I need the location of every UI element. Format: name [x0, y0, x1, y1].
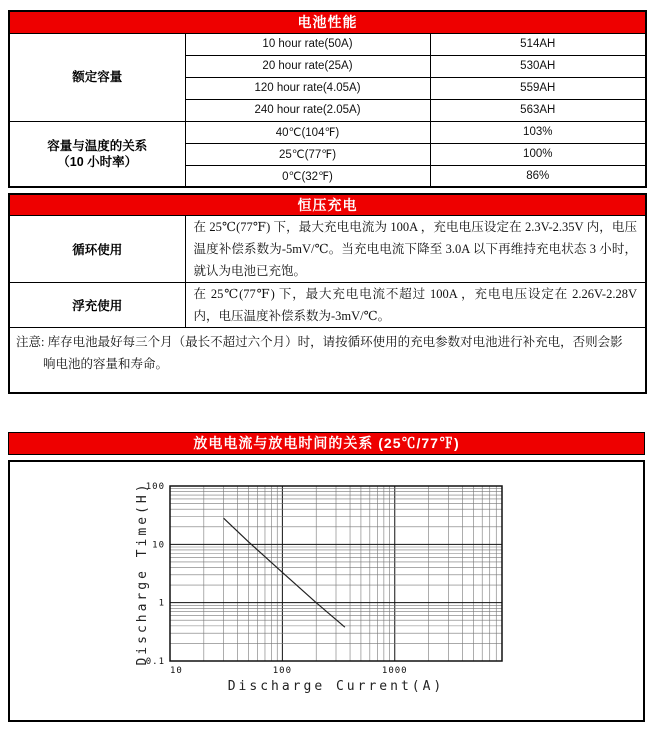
- rate-cell: 240 hour rate(2.05A): [185, 99, 430, 121]
- value-cell: 86%: [430, 165, 646, 187]
- value-cell: 100%: [430, 143, 646, 165]
- value-cell: 514AH: [430, 33, 646, 55]
- x-tick-label: 1000: [381, 666, 408, 676]
- rate-cell: 10 hour rate(50A): [185, 33, 430, 55]
- capacity-vs-temperature-label: [9, 121, 185, 187]
- label-text: 容量与温度的关系: [47, 138, 148, 153]
- y-tick-label: 1: [158, 598, 165, 609]
- charging-table: [8, 193, 647, 394]
- chart-section-title: 放电电流与放电时间的关系 (25℃/77℉): [8, 432, 645, 455]
- performance-table: [8, 10, 647, 188]
- table-row: [9, 33, 646, 55]
- value-cell: 559AH: [430, 77, 646, 99]
- performance-header-row: [9, 11, 646, 33]
- float-use-description: 在 25℃(77℉) 下，最大充电电流不超过 100A ，充电电压设定在 2.26V-2.28V 内，电压温度补偿系数为-3mV/℃。: [185, 283, 646, 328]
- discharge-chart: [10, 462, 643, 720]
- value-cell: 563AH: [430, 99, 646, 121]
- table-row: [9, 121, 646, 143]
- x-tick-label: 10: [170, 666, 183, 676]
- value-cell: 530AH: [430, 55, 646, 77]
- value-cell: 103%: [430, 121, 646, 143]
- discharge-curve-line: [224, 518, 345, 627]
- table-row: [9, 283, 646, 328]
- rate-cell: 20 hour rate(25A): [185, 55, 430, 77]
- y-tick-label: 10: [152, 540, 165, 551]
- discharge-chart-container: [8, 460, 645, 722]
- temperature-cell: 0℃(32℉): [185, 165, 430, 187]
- cycle-use-label: 循环使用: [9, 216, 185, 283]
- charging-table-title: 恒压充电: [9, 194, 646, 216]
- x-tick-label: 100: [272, 666, 293, 676]
- performance-table-title: 电池性能: [9, 11, 646, 33]
- charging-header-row: [9, 194, 646, 216]
- temperature-cell: 40℃(104℉): [185, 121, 430, 143]
- y-tick-label: 0.1: [145, 657, 165, 667]
- rated-capacity-label: [9, 33, 185, 121]
- y-axis-label: Discharge Time(H): [135, 481, 150, 666]
- rate-cell: 120 hour rate(4.05A): [185, 77, 430, 99]
- temperature-cell: 25℃(77℉): [185, 143, 430, 165]
- table-row: [9, 216, 646, 283]
- y-tick-label: 100: [145, 482, 165, 492]
- label-text: 额定容量: [72, 70, 123, 84]
- storage-note: 注意: 库存电池最好每三个月（最长不超过六个月）时，请按循环使用的充电参数对电池进行补充电，否则会影响电池的容量和寿命。: [9, 328, 646, 393]
- label-text: （10 小时率）: [57, 154, 138, 169]
- cycle-use-description: 在 25℃(77℉) 下，最大充电电流为 100A ，充电电压设定在 2.3V-2.35V 内，电压温度补偿系数为-5mV/℃。当充电电流下降至 3.0A 以下再维持充电状态 3 小时，就认为电池已充饱。: [185, 216, 646, 283]
- float-use-label: 浮充使用: [9, 283, 185, 328]
- x-axis-label: Discharge Current(A): [227, 679, 445, 694]
- table-row: [9, 328, 646, 393]
